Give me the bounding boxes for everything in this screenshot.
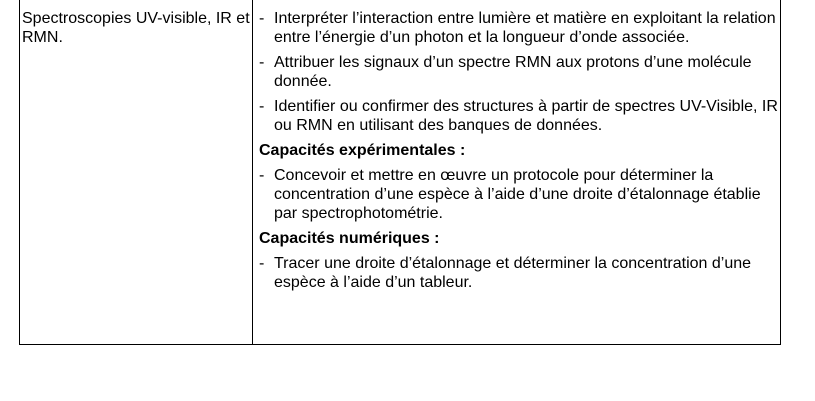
list-item [259, 9, 780, 47]
list-item [259, 53, 780, 91]
list-item [259, 254, 780, 292]
topic-cell [20, 0, 253, 344]
bullet-dash: - [259, 167, 265, 184]
curriculum-table [19, 0, 781, 345]
section-heading-numerical: Capacités numériques : [259, 230, 440, 247]
list-item [259, 97, 780, 135]
list-item-text: Identifier ou confirmer des structures à partir de spectres UV-Visible, IR ou RMN en utilisant des banques de données. [274, 98, 778, 134]
bullet-dash: - [259, 98, 265, 115]
list-item-text: Concevoir et mettre en œuvre un protocole pour déterminer la concentration d’une espèce à l’aide d’une droite d’étalonnage établie par spectrophotométrie. [274, 167, 761, 222]
list-item-text: Interpréter l’interaction entre lumière et matière en exploitant la relation entre l’énergie d’un photon et la longueur d’onde associée. [274, 10, 776, 46]
bullet-dash: - [259, 10, 265, 27]
list-item-text: Tracer une droite d’étalonnage et déterminer la concentration d’une espèce à l’aide d’un tableur. [274, 255, 752, 291]
topic-text: Spectroscopies UV-visible, IR et RMN. [22, 10, 250, 46]
list-item [259, 166, 780, 223]
section-heading-experimental: Capacités expérimentales : [259, 142, 466, 159]
bullet-dash: - [259, 54, 265, 71]
bullet-dash: - [259, 255, 265, 272]
list-item-text: Attribuer les signaux d’un spectre RMN aux protons d’une molécule donnée. [274, 54, 752, 90]
skills-cell [253, 0, 780, 344]
